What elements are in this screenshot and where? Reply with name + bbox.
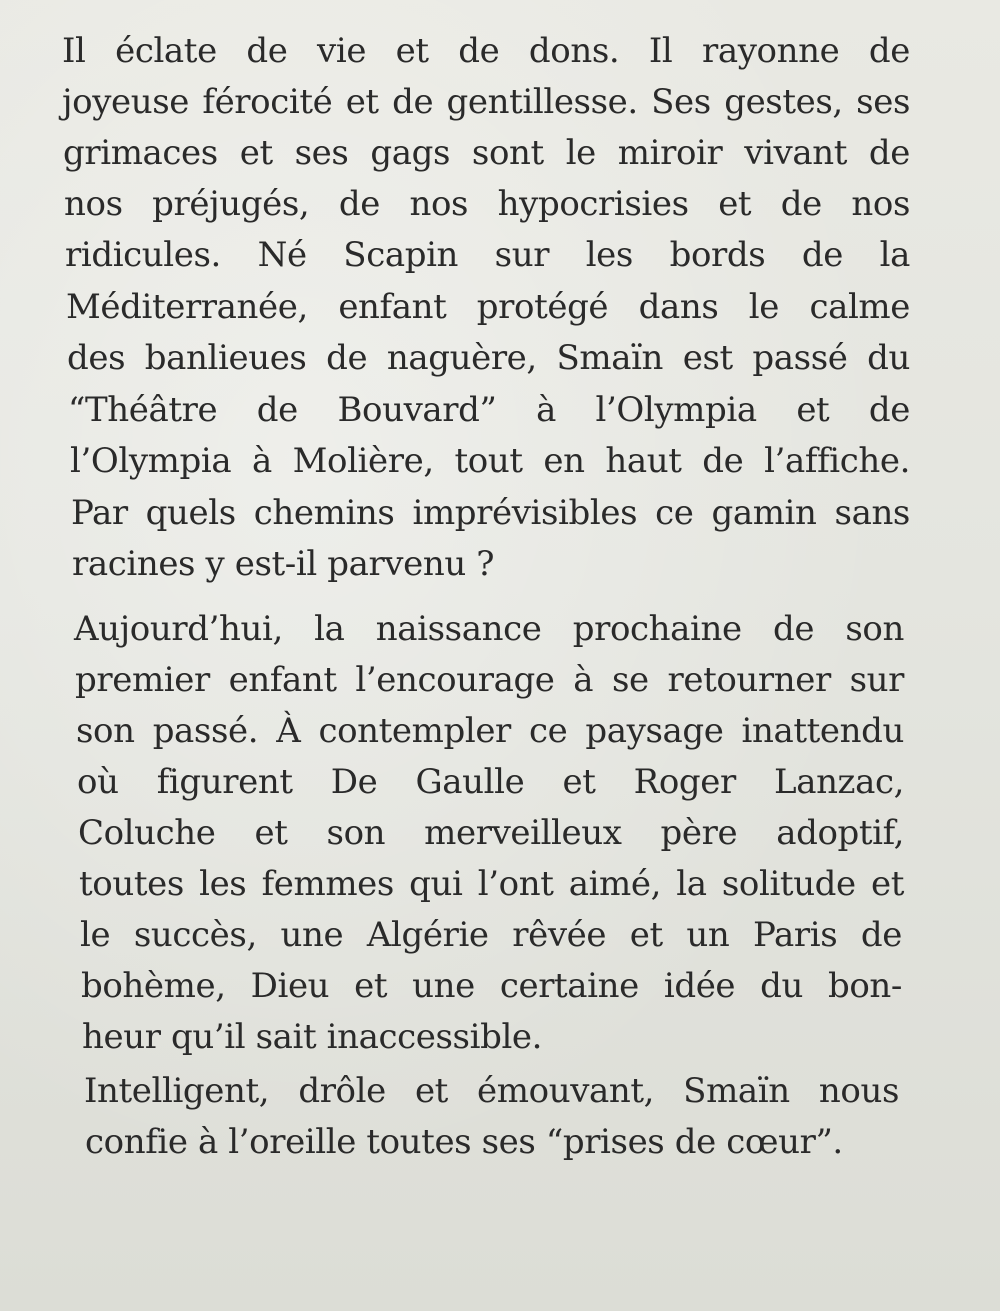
text-line: premier enfant l’encourage à se retourner sur [75, 660, 904, 700]
text-line: Il éclate de vie et de dons. Il rayonne de [62, 31, 910, 71]
text-line: son passé. À contempler ce paysage inattendu [76, 711, 904, 751]
text-line: racines y est-il parvenu ? [72, 544, 495, 584]
text-line: Méditerranée, enfant protégé dans le calme [66, 287, 910, 327]
text-line: l’Olympia à Molière, tout en haut de l’affiche. [70, 441, 910, 481]
text-line: “Théâtre de Bouvard” à l’Olympia et de [68, 390, 910, 430]
text-line: Intelligent, drôle et émouvant, Smaïn nous [84, 1071, 899, 1111]
text-line: où figurent De Gaulle et Roger Lanzac, [77, 762, 904, 802]
text-line: grimaces et ses gags sont le miroir vivant de [63, 133, 910, 173]
text-line: Par quels chemins imprévisibles ce gamin sans [71, 493, 910, 533]
text-line: heur qu’il sait inaccessible. [82, 1017, 543, 1057]
text-line: Aujourd’hui, la naissance prochaine de son [74, 609, 904, 649]
text-line: joyeuse férocité et de gentillesse. Ses gestes, ses [62, 82, 910, 122]
text-line: le succès, une Algérie rêvée et un Paris de [80, 915, 902, 955]
text-line: nos préjugés, de nos hypocrisies et de nos [64, 184, 910, 224]
text-line: bohème, Dieu et une certaine idée du bon- [81, 966, 902, 1006]
text-line: confie à l’oreille toutes ses “prises de cœur”. [85, 1122, 843, 1162]
text-line: des banlieues de naguère, Smaïn est passé du [67, 338, 910, 378]
text-line: ridicules. Né Scapin sur les bords de la [65, 235, 910, 275]
text-line: toutes les femmes qui l’ont aimé, la solitude et [79, 864, 904, 904]
text-line: Coluche et son merveilleux père adoptif, [78, 813, 904, 853]
